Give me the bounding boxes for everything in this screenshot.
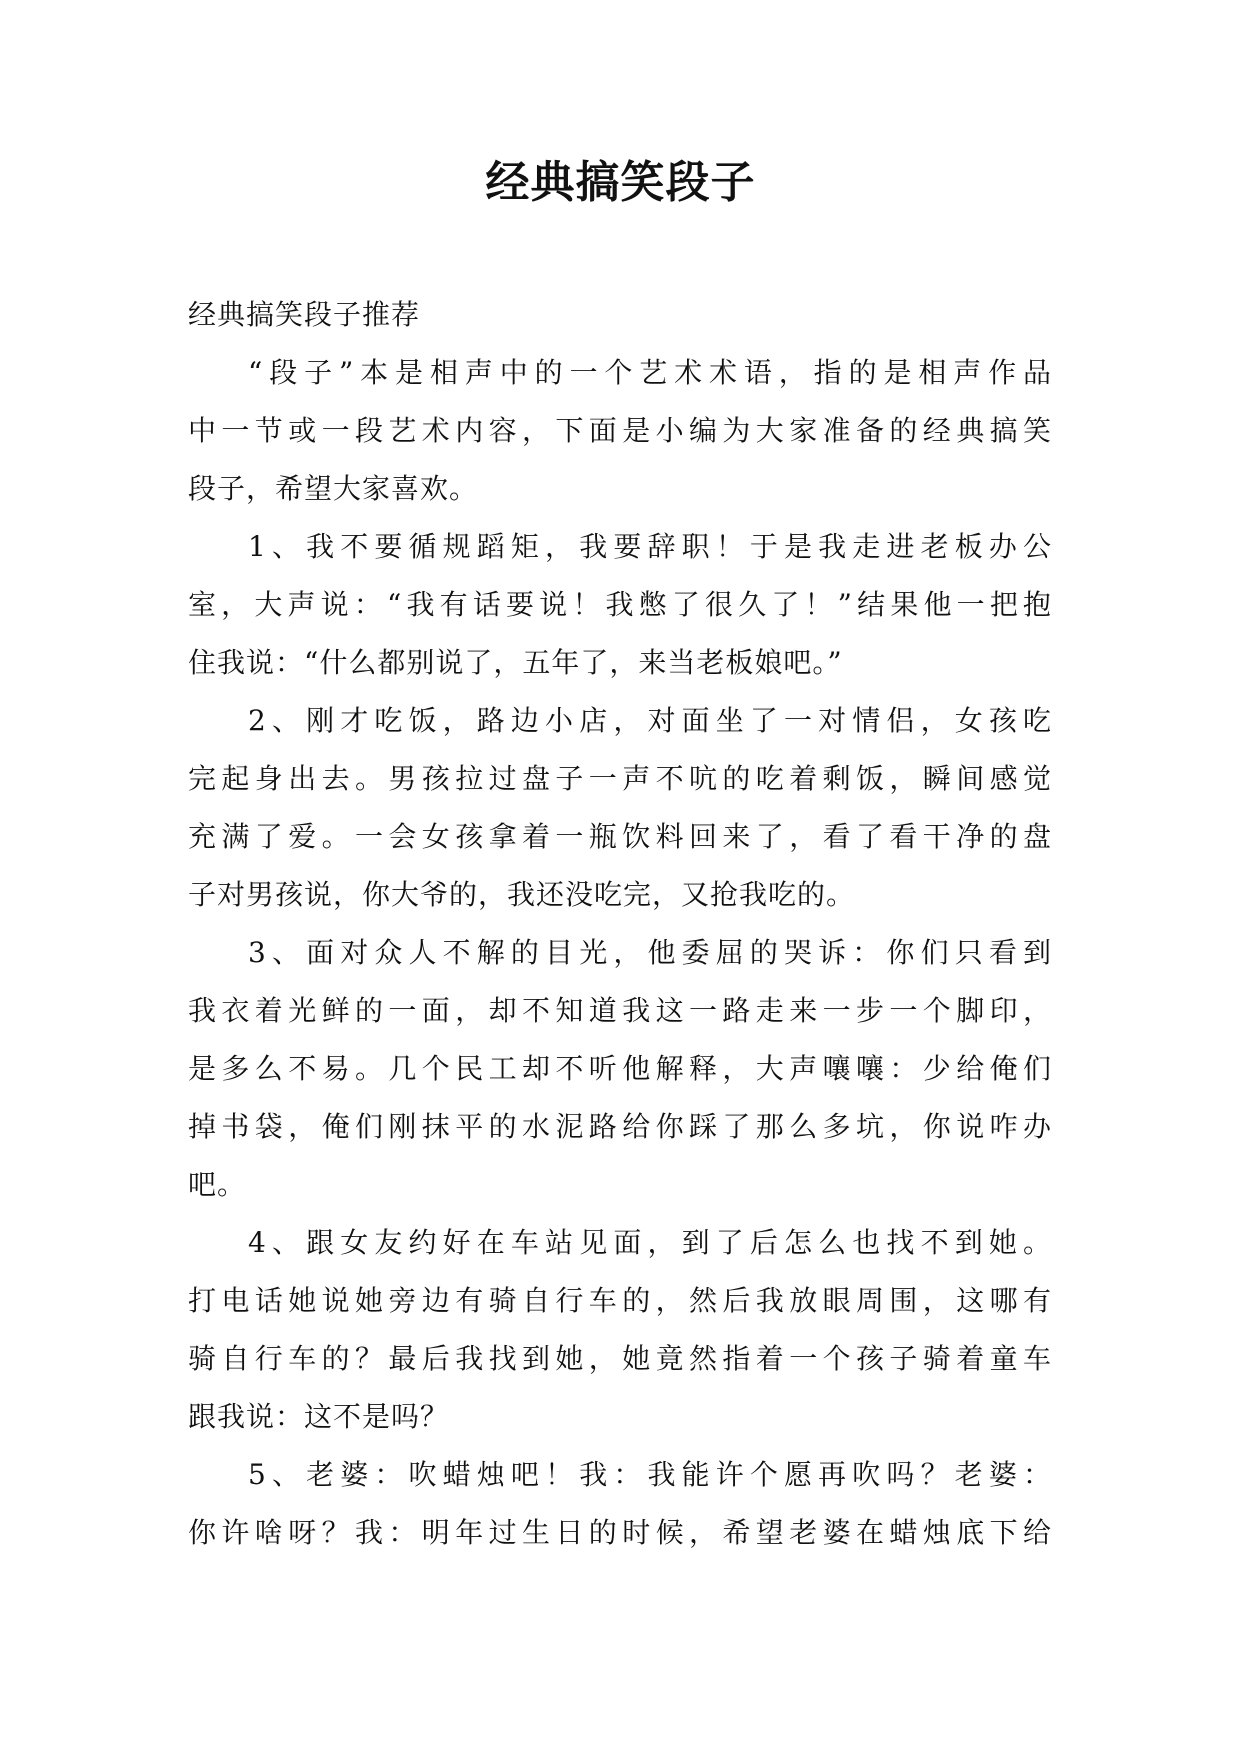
paragraph-intro [188, 344, 1052, 518]
text-line: “段子”本是相声中的一个艺术术语，指的是相声作品 [248, 356, 1052, 389]
text-line: 中一节或一段艺术内容，下面是小编为大家准备的经典搞笑 [188, 414, 1052, 447]
text-line: 室，大声说：“我有话要说！我憋了很久了！”结果他一把抱 [188, 588, 1052, 621]
text-line: 跟我说：这不是吗？ [188, 1400, 450, 1433]
paragraph-joke-4 [188, 1214, 1052, 1446]
text-line: 1、我不要循规蹈矩，我要辞职！于是我走进老板办公 [248, 530, 1052, 563]
text-line: 4、跟女友约好在车站见面，到了后怎么也找不到她。 [248, 1226, 1052, 1259]
text-line: 3、面对众人不解的目光，他委屈的哭诉：你们只看到 [248, 936, 1052, 969]
text-line: 完起身出去。男孩拉过盘子一声不吭的吃着剩饭，瞬间感觉 [188, 762, 1052, 795]
document-body [188, 286, 1052, 1562]
text-line: 我衣着光鲜的一面，却不知道我这一路走来一步一个脚印， [188, 994, 1052, 1027]
document-subtitle: 经典搞笑段子推荐 [188, 298, 421, 331]
text-line: 打电话她说她旁边有骑自行车的，然后我放眼周围，这哪有 [188, 1284, 1052, 1317]
paragraph-joke-5 [188, 1446, 1052, 1562]
paragraph-joke-3 [188, 924, 1052, 1214]
text-line: 段子，希望大家喜欢。 [188, 472, 479, 505]
paragraph-joke-2 [188, 692, 1052, 924]
text-line: 吧。 [188, 1168, 247, 1201]
text-line: 充满了爱。一会女孩拿着一瓶饮料回来了，看了看干净的盘 [188, 820, 1052, 853]
text-line: 骑自行车的？最后我找到她，她竟然指着一个孩子骑着童车 [188, 1342, 1052, 1375]
text-line: 是多么不易。几个民工却不听他解释，大声嚷嚷：少给俺们 [188, 1052, 1052, 1085]
text-line: 5、老婆：吹蜡烛吧！我：我能许个愿再吹吗？老婆： [248, 1458, 1052, 1491]
text-line: 住我说：“什么都别说了，五年了，来当老板娘吧。” [188, 646, 843, 679]
document-title: 经典搞笑段子 [485, 157, 756, 208]
text-line: 子对男孩说，你大爷的，我还没吃完，又抢我吃的。 [188, 878, 856, 911]
paragraph-joke-1 [188, 518, 1052, 692]
text-line: 掉书袋，俺们刚抹平的水泥路给你踩了那么多坑，你说咋办 [188, 1110, 1052, 1143]
text-line: 你许啥呀？我：明年过生日的时候，希望老婆在蜡烛底下给 [188, 1516, 1052, 1549]
text-line: 2、刚才吃饭，路边小店，对面坐了一对情侣，女孩吃 [248, 704, 1052, 737]
